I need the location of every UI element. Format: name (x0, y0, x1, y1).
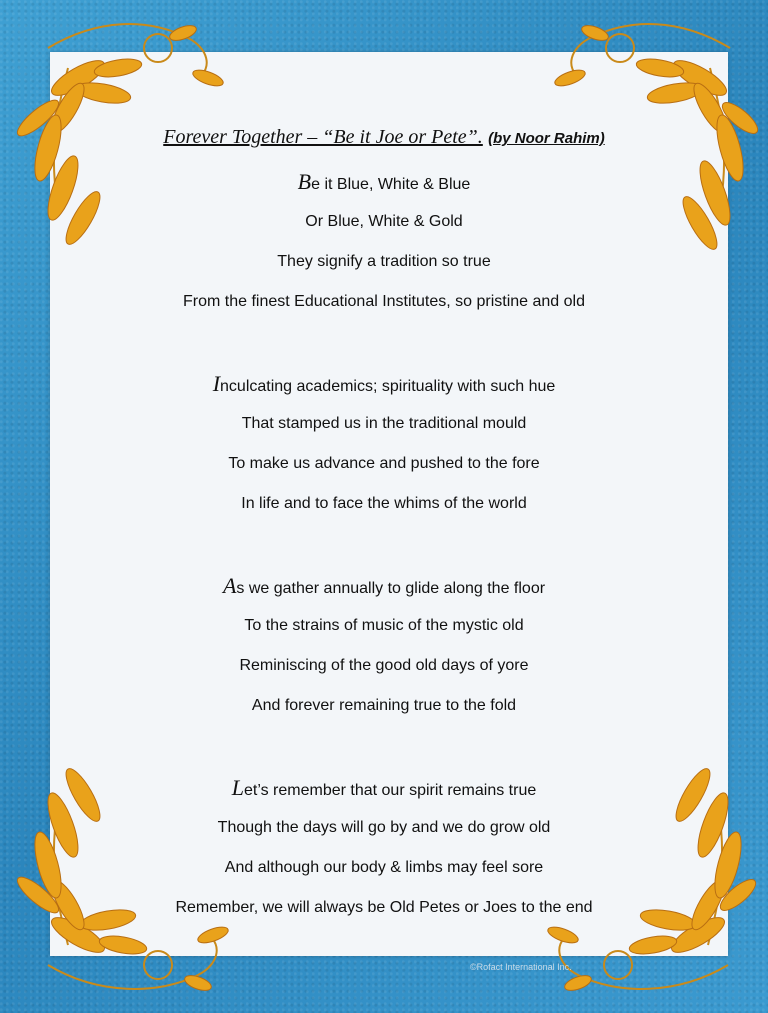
poem (0, 122, 768, 928)
stanza (0, 768, 768, 928)
poem-line-text: To make us advance and pushed to the fore (228, 455, 540, 472)
poem-line-text: And although our body & limbs may feel sore (224, 859, 544, 876)
poem-line (0, 888, 768, 928)
poem-byline: (by Noor Rahim) (488, 130, 605, 147)
poem-line-text: They signify a tradition so true (277, 253, 491, 270)
poem-line (0, 404, 768, 444)
stanza-initial-letter: B (297, 169, 312, 194)
poem-line (0, 566, 768, 606)
poem-line (0, 242, 768, 282)
poem-line-text: Or Blue, White & Gold (305, 213, 463, 230)
poem-line (0, 686, 768, 726)
poem-line (0, 848, 768, 888)
poem-line-text: In life and to face the whims of the world (241, 495, 527, 512)
poem-line (0, 444, 768, 484)
poem-line (0, 646, 768, 686)
poem-line-text: Reminiscing of the good old days of yore (239, 657, 529, 674)
poem-line-text: nculcating academics; spirituality with such hue (220, 378, 556, 395)
poem-line-text: et’s remember that our spirit remains true (243, 782, 537, 799)
poem-line (0, 364, 768, 404)
poem-line (0, 808, 768, 848)
poem-line-text: That stamped us in the traditional mould (241, 415, 527, 432)
poem-line-text: From the finest Educational Institutes, so pristine and old (183, 293, 585, 310)
poem-line-text: Though the days will go by and we do grow old (217, 819, 551, 836)
poem-line (0, 162, 768, 202)
poem-line (0, 282, 768, 322)
poem-line-text: Remember, we will always be Old Petes or Joes to the end (175, 899, 593, 916)
poem-line (0, 202, 768, 242)
stanza (0, 162, 768, 322)
poem-line-text: s we gather annually to glide along the floor (236, 580, 546, 597)
copyright-notice: ©Rofact International Inc. (470, 962, 572, 972)
poem-line-text: e it Blue, White & Blue (311, 176, 471, 193)
poem-line-text: To the strains of music of the mystic old (244, 617, 524, 634)
poem-title-main: Forever Together – “Be it Joe or Pete”. (163, 126, 483, 148)
poem-line-text: And forever remaining true to the fold (251, 697, 517, 714)
stanza-initial-letter: A (222, 573, 237, 598)
poem-line (0, 606, 768, 646)
poem-title (0, 122, 768, 154)
poem-line (0, 484, 768, 524)
stanza-initial-letter: I (212, 371, 221, 396)
poem-line (0, 768, 768, 808)
poem-stanzas (0, 162, 768, 928)
stanza-initial-letter: L (231, 775, 244, 800)
stanza (0, 364, 768, 524)
stanza (0, 566, 768, 726)
